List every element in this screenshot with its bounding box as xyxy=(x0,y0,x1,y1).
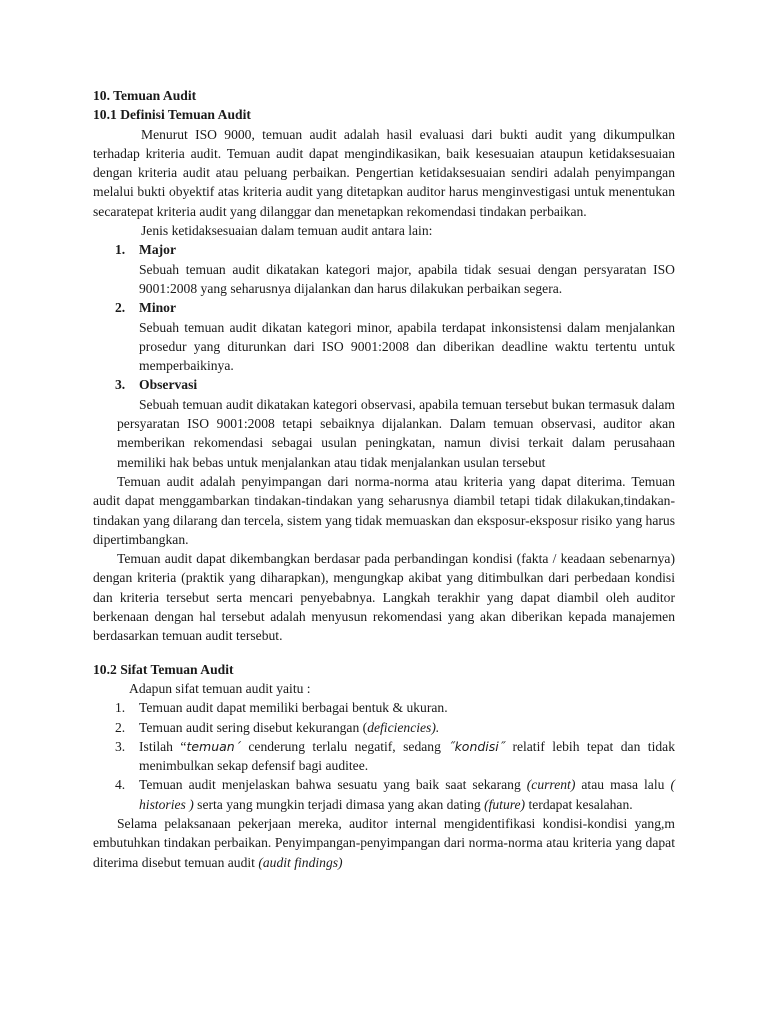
text-run: serta yang mungkin terjadi dimasa yang akan dating xyxy=(193,796,485,812)
list-item-body: Sebuah temuan audit dikatakan kategori observasi, apabila temuan tersebut bukan termasuk dalam persyaratan ISO 9001:2008 tetapi sebaiknya dijalankan. Dalam temuan observasi, auditor akan memberikan rekomendasi sebagai usulan peningkatan, namun divisi terkait dalam perusahaan memiliki hak bebas untuk menjalankan atau tidak menjalankan usulan tersebut xyxy=(117,396,675,470)
subsection-title-definisi: 10.1 Definisi Temuan Audit xyxy=(93,107,251,123)
list-item-body: Sebuah temuan audit dikatakan kategori major, apabila tidak sesuai dengan persyaratan ISO 9001:2008 yang seharusnya dijalankan dan harus dilakukan perbaikan segera. xyxy=(139,261,675,296)
list-item-major xyxy=(93,240,675,298)
list-item-minor xyxy=(93,298,675,375)
italic-term: deficiencies). xyxy=(367,719,440,735)
list-number: 1. xyxy=(115,242,126,258)
list-item-sifat-4 xyxy=(93,775,675,814)
text-run: relatif lebih tepat dan tidak menimbulkan sekap defensif bagi auditee. xyxy=(139,738,675,774)
text-run: Selama pelaksanaan pekerjaan mereka, auditor internal mengidentifikasi kondisi-kondisi yang,m embutuhkan tindakan perbaikan. Penyimpangan-penyimpangan dari norma-norma atau kriteria yang dapat diterima disebut temuan audit xyxy=(93,815,675,870)
list-number: 2. xyxy=(115,719,126,735)
italic-term: (current) xyxy=(526,777,576,793)
paragraph-closing xyxy=(93,814,675,872)
list-item-sifat-2 xyxy=(93,718,675,737)
text-run: Temuan audit menjelaskan bahwa sesuatu yang baik saat sekarang xyxy=(139,777,527,793)
list-number: 3. xyxy=(115,377,126,393)
italic-term: ( histories ) xyxy=(139,777,675,812)
list-item-text xyxy=(139,718,675,737)
list-item-body: Sebuah temuan audit dikatan kategori minor, apabila terdapat inkonsistensi dalam menjalankan prosedur yang diturunkan dari ISO 9001:2008 dan diberikan deadline waktu tertentu untuk memperbaikinya. xyxy=(139,319,675,374)
section-title: 10. Temuan Audit xyxy=(93,88,197,103)
list-item-sifat-1 xyxy=(93,698,675,717)
list-item-title: Observasi xyxy=(139,377,198,393)
nonconformity-types-list xyxy=(93,240,675,472)
list-number: 1. xyxy=(115,700,126,716)
list-number: 4. xyxy=(115,777,126,793)
text-run: Temuan audit sering disebut kekurangan ( xyxy=(139,719,368,735)
list-item-title: Minor xyxy=(139,300,176,316)
list-number: 2. xyxy=(115,300,126,316)
sifat-list xyxy=(93,698,675,814)
italic-term: (audit findings) xyxy=(258,854,343,870)
italic-term: ˝kondisi˝ xyxy=(448,738,506,754)
list-item-sifat-3 xyxy=(93,737,675,776)
italic-term: temuan´ xyxy=(186,738,241,754)
text-run: terdapat kesalahan. xyxy=(525,796,633,812)
text-run: atau masa lalu xyxy=(575,777,671,793)
paragraph-definisi: Menurut ISO 9000, temuan audit adalah hasil evaluasi dari bukti audit yang dikumpulkan terhadap kriteria audit. Temuan audit dapat mengindikasikan, baik kesesuaian ataupun ketidaksesuaian dengan kriteria audit atau peluang perbaikan. Pengertian ketidaksesuaian sendiri adalah penyimpangan melalui bukti obyektif atas kriteria audit yang ditetapkan auditor harus menginvestigasi untuk menentukan secaratepat kriteria audit yang dilanggar dan menetapkan rekomendasi tindakan perbaikan. xyxy=(93,126,675,219)
section-gap xyxy=(93,646,675,660)
observasi-body-wrapper xyxy=(93,395,675,472)
paragraph-pengembangan: Temuan audit dapat dikembangkan berdasar pada perbandingan kondisi (fakta / keadaan sebenarnya) dengan kriteria (praktik yang diharapkan), mengungkap akibat yang ditimbulkan dari perbedaan kondisi dan kriteria tersebut serta mencari penyebabnya. Langkah terakhir yang dapat diambil oleh auditor berkenaan dengan hal tersebut adalah menyusun rekomendasi yang akan diberikan kepada manajemen berdasarkan temuan audit tersebut. xyxy=(93,551,675,644)
list-item-text xyxy=(139,775,675,814)
paragraph-jenis-intro: Jenis ketidaksesuaian dalam temuan audit antara lain: xyxy=(141,223,433,239)
subsection-title-sifat: 10.2 Sifat Temuan Audit xyxy=(93,661,234,677)
list-number: 3. xyxy=(115,738,126,754)
paragraph-sifat-intro: Adapun sifat temuan audit yaitu : xyxy=(129,680,311,696)
list-item-text: Temuan audit dapat memiliki berbagai bentuk & ukuran. xyxy=(139,700,448,716)
list-item-text xyxy=(139,737,675,776)
text-run: Istilah “ xyxy=(139,738,187,754)
list-item-title: Major xyxy=(139,242,176,258)
text-run: cenderung terlalu negatif, sedang xyxy=(240,738,449,754)
paragraph-penyimpangan: Temuan audit adalah penyimpangan dari norma-norma atau kriteria yang dapat diterima. Temuan audit dapat menggambarkan tindakan-tindakan yang seharusnya diambil tetapi tidak dilakukan,tindakan-tindakan yang dilarang dan tercela, sistem yang tidak memuaskan dan eksposur-eksposur risiko yang harus dipertimbangkan. xyxy=(93,473,675,547)
list-item-observasi xyxy=(93,375,675,394)
italic-term: (future) xyxy=(484,796,526,812)
